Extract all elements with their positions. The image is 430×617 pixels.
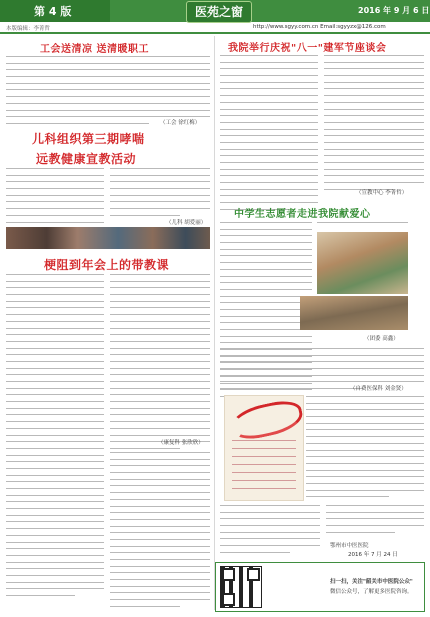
section-label: 第 4 版: [34, 5, 72, 18]
article-credit-teaching: （康复科 张欣欣）: [158, 440, 204, 446]
letter-signature: 鄂州市中医医院: [330, 543, 369, 549]
qr-finder-icon: [222, 568, 235, 581]
qr-caption-line1: 扫一扫，关注"韶关市中医院公众": [330, 579, 413, 585]
qr-finder-icon: [247, 568, 260, 581]
article-body-teaching-right-2: [110, 452, 210, 613]
website-email: http://www.sgyy.com.cn Email:sgyyzx@126.com: [253, 24, 386, 30]
article-body-pediatrics-left: [6, 168, 104, 235]
section-tab: [0, 0, 110, 22]
qr-caption-line2: 微信公众号，了解更多医院咨询。: [330, 589, 413, 595]
article-credit-union: （工会 徐红梅）: [160, 120, 201, 126]
article-title-pediatrics-1: 儿科组织第三期哮喘: [32, 132, 145, 146]
article-caption-insurance: （自费医保科 刘金贤）: [350, 386, 407, 392]
volunteer-photo-2: [300, 296, 408, 330]
article-title-volunteers: 中学生志愿者走进我院献爱心: [234, 209, 371, 220]
article-credit-volunteers: （团委 高鑫）: [364, 336, 399, 342]
article-body-letter-right: [306, 396, 424, 503]
article-body-teaching-left: [6, 274, 104, 602]
issue-date: 2016 年 9 月 6 日: [358, 6, 430, 15]
article-body-letter-bottom-right: [326, 505, 424, 538]
article-body-army-day-left: [220, 55, 318, 216]
qr-finder-icon: [222, 593, 235, 606]
header-divider: [0, 32, 430, 34]
article-body-teaching-right: [110, 274, 210, 455]
article-body-volunteers-right-top: [317, 222, 408, 229]
article-body-army-day-right: [324, 55, 424, 195]
letter-date: 2016 年 7 月 24 日: [348, 552, 398, 558]
column-divider: [214, 36, 215, 610]
article-title-union: 工会送清凉 送清暖职工: [40, 44, 149, 55]
article-credit-pediatrics: （儿科 胡爱丽）: [166, 220, 207, 226]
photo-strip: [6, 227, 210, 249]
masthead-logo: [186, 1, 252, 23]
article-body-letter-bottom-left: [220, 505, 320, 559]
article-title-army-day: 我院举行庆祝"八一"建军节座谈会: [228, 43, 387, 54]
article-body-pediatrics-right: [110, 168, 210, 222]
article-title-pediatrics-2: 远教健康宣教活动: [36, 152, 137, 166]
article-title-teaching: 梗阻到年会上的带教课: [44, 258, 170, 272]
article-credit-army-day: （宣教中心 李菁哲）: [356, 190, 408, 196]
editor-credit: 本版编辑：李菁哲: [6, 26, 51, 32]
calligraphy-lines: [232, 440, 296, 496]
volunteer-photo: [317, 232, 408, 294]
calligraphy-script: [228, 397, 305, 443]
calligraphy-image: [224, 395, 304, 501]
masthead-logo-text: 医苑之窗: [194, 5, 243, 19]
